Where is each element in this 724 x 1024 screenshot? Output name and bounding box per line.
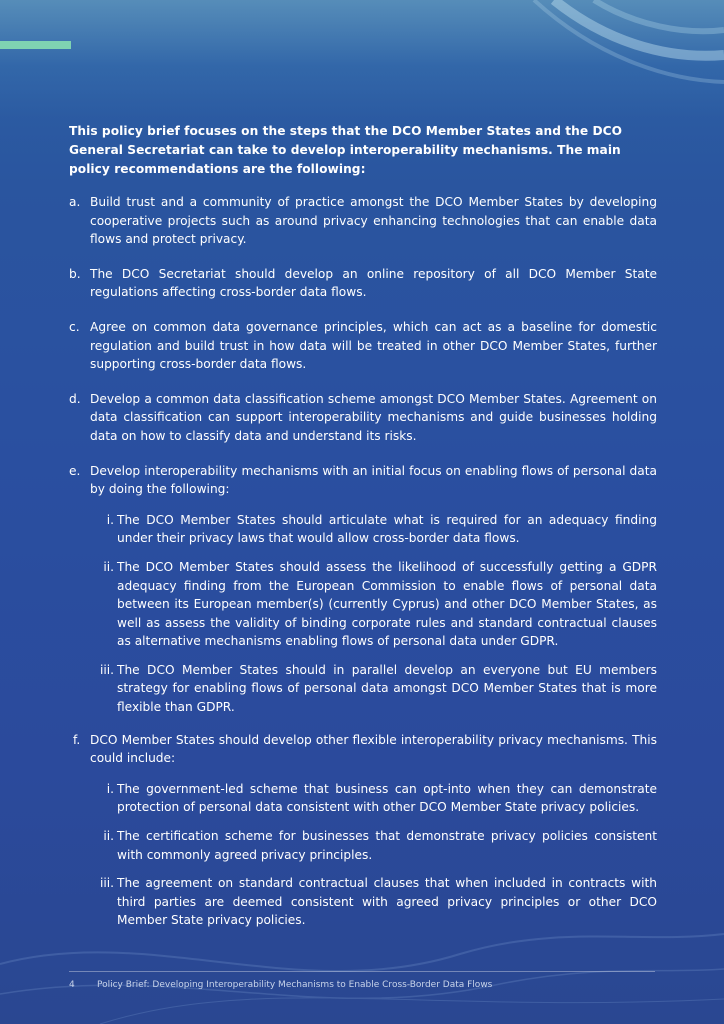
sub-marker: ii. bbox=[103, 559, 114, 574]
sub-item bbox=[97, 661, 657, 717]
sub-item bbox=[97, 558, 657, 651]
sub-text: The DCO Member States should in parallel develop an everyone but EU members strategy for enabling flows of personal data amongst DCO Member States that is more flexible than GDPR. bbox=[117, 662, 657, 715]
recommendation-text: The DCO Secretariat should develop an online repository of all DCO Member State regulations affecting cross-border data flows. bbox=[90, 266, 657, 300]
sub-marker: iii. bbox=[99, 876, 114, 891]
page-number: 4 bbox=[69, 980, 75, 990]
sub-marker: i. bbox=[106, 781, 114, 796]
sub-text: The certification scheme for businesses that demonstrate privacy policies consistent with commonly agreed privacy principles. bbox=[117, 829, 657, 862]
recommendation-e bbox=[69, 462, 657, 499]
sub-marker: i. bbox=[106, 512, 114, 527]
page-footer bbox=[69, 980, 492, 990]
recommendation-text: Develop a common data classification scheme amongst DCO Member States. Agreement on data classification can support interoperability mechanisms and guide businesses holding data on how to classify data and understand its risks. bbox=[90, 391, 657, 443]
accent-bar bbox=[0, 41, 71, 49]
list-marker: d. bbox=[69, 391, 81, 406]
list-marker: c. bbox=[69, 319, 80, 334]
sub-item bbox=[97, 780, 657, 817]
recommendation-text: Build trust and a community of practice amongst the DCO Member States by developing cooperative projects such as around privacy enhancing technologies that can enable data flows and protect privacy. bbox=[90, 195, 657, 247]
recommendation-text: Agree on common data governance principles, which can act as a baseline for domestic regulation and build trust in how data will be treated in other DCO Member States, further supporting cross-border data flows. bbox=[90, 319, 657, 372]
list-marker: b. bbox=[69, 266, 81, 281]
recommendation-d bbox=[69, 390, 657, 446]
recommendation-b bbox=[69, 265, 657, 302]
list-marker: e. bbox=[69, 463, 81, 478]
sub-text: The government-led scheme that business can opt-into when they can demonstrate protection of personal data consistent with other DCO Member State privacy policies. bbox=[117, 781, 657, 815]
list-marker: a. bbox=[69, 195, 81, 209]
recommendation-f-subitems bbox=[97, 780, 657, 930]
sub-marker: ii. bbox=[103, 829, 114, 844]
sub-item bbox=[97, 874, 657, 930]
sub-item bbox=[97, 827, 657, 864]
sub-text: The agreement on standard contractual clauses that when included in contracts with third parties are deemed consistent with agreed privacy principles or other DCO Member State privacy policies. bbox=[117, 876, 657, 928]
sub-text: The DCO Member States should articulate what is required for an adequacy finding under their privacy laws that would allow cross-border data flows. bbox=[117, 512, 657, 546]
recommendation-e-subitems bbox=[97, 511, 657, 717]
recommendation-text: DCO Member States should develop other flexible interoperability privacy mechanisms. This could include: bbox=[90, 732, 657, 766]
list-marker: f. bbox=[73, 732, 81, 747]
footer-title: Policy Brief: Developing Interoperability Mechanisms to Enable Cross-Border Data Flows bbox=[97, 980, 493, 990]
swirl-decoration bbox=[524, 0, 724, 90]
sub-item bbox=[97, 511, 657, 548]
intro-paragraph: This policy brief focuses on the steps that the DCO Member States and the DCO General Secretariat can take to develop interoperability mechanisms. The main policy recommendations are the following: bbox=[69, 124, 623, 176]
recommendation-a bbox=[69, 193, 657, 249]
recommendation-text: Develop interoperability mechanisms with an initial focus on enabling flows of personal data by doing the following: bbox=[90, 463, 657, 497]
policy-recommendations bbox=[69, 122, 657, 940]
sub-marker: iii. bbox=[99, 662, 114, 677]
recommendation-f bbox=[69, 731, 657, 768]
recommendation-c bbox=[69, 318, 657, 374]
sub-text: The DCO Member States should assess the likelihood of successfully getting a GDPR adequacy finding from the European Commission to enable flows of personal data between its European member(s) (currently Cyprus) and other DCO Member States, as well as assess the validity of binding corporate rules and standard contractual clauses as alternative mechanisms enabling flows of personal data under GDPR. bbox=[117, 559, 657, 649]
footer-divider bbox=[69, 971, 655, 972]
